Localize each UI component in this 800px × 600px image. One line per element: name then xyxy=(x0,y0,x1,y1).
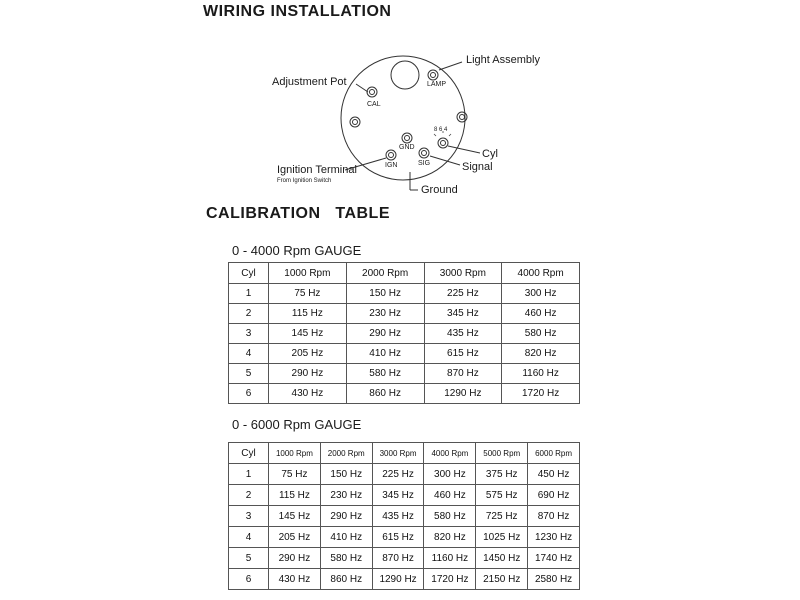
sig-terminal xyxy=(419,148,429,158)
table-cell: 5 xyxy=(229,364,269,384)
cal-label: CAL xyxy=(367,101,381,108)
gauge-4000-title: 0 - 4000 Rpm GAUGE xyxy=(232,243,362,258)
table-cell: 3 xyxy=(229,506,269,527)
header-cell: 6000 Rpm xyxy=(528,443,580,464)
table-cell: 870 Hz xyxy=(424,364,502,384)
table-row xyxy=(229,344,580,364)
light-assembly-leader xyxy=(439,62,462,70)
cal-terminal xyxy=(367,87,377,97)
gnd-terminal xyxy=(402,133,412,143)
table-row xyxy=(229,384,580,404)
table-row xyxy=(229,485,580,506)
table-cell: 580 Hz xyxy=(320,548,372,569)
table-cell: 435 Hz xyxy=(372,506,424,527)
table-cell: 410 Hz xyxy=(346,344,424,364)
table-cell: 1160 Hz xyxy=(424,548,476,569)
table-cell: 1720 Hz xyxy=(424,569,476,590)
table-cell: 75 Hz xyxy=(269,284,347,304)
table-cell: 820 Hz xyxy=(502,344,580,364)
table-cell: 1 xyxy=(229,464,269,485)
table-cell: 75 Hz xyxy=(269,464,321,485)
lamp-terminal xyxy=(428,70,438,80)
table-cell: 205 Hz xyxy=(269,344,347,364)
header-cell: 5000 Rpm xyxy=(476,443,528,464)
table-cell: 430 Hz xyxy=(269,569,321,590)
table-row xyxy=(229,569,580,590)
table-cell: 300 Hz xyxy=(502,284,580,304)
table-cell: 2580 Hz xyxy=(528,569,580,590)
calibration-table-4000 xyxy=(228,262,580,404)
lamp-socket-hole xyxy=(391,61,419,89)
table-cell: 225 Hz xyxy=(372,464,424,485)
mounting-stud-left xyxy=(350,117,360,127)
table-cell: 860 Hz xyxy=(320,569,372,590)
header-cell: Cyl xyxy=(229,263,269,284)
table-cell: 1450 Hz xyxy=(476,548,528,569)
table-row xyxy=(229,304,580,324)
table-cell: 580 Hz xyxy=(502,324,580,344)
table-cell: 4 xyxy=(229,344,269,364)
cyl-selector xyxy=(438,138,448,148)
table-cell: 345 Hz xyxy=(372,485,424,506)
table-header-row xyxy=(229,263,580,284)
table-row xyxy=(229,364,580,384)
table-cell: 460 Hz xyxy=(424,485,476,506)
table-cell: 230 Hz xyxy=(346,304,424,324)
table-cell: 870 Hz xyxy=(372,548,424,569)
wiring-diagram xyxy=(0,0,800,210)
table-cell: 430 Hz xyxy=(269,384,347,404)
cyl-label: Cyl xyxy=(482,148,498,160)
table-cell: 2 xyxy=(229,304,269,324)
header-cell: 4000 Rpm xyxy=(502,263,580,284)
table-cell: 450 Hz xyxy=(528,464,580,485)
calibration-table-6000 xyxy=(228,442,580,590)
ground-label: Ground xyxy=(421,184,458,196)
table-cell: 2 xyxy=(229,485,269,506)
gauge-6000-title: 0 - 6000 Rpm GAUGE xyxy=(232,417,362,432)
table-cell: 1290 Hz xyxy=(372,569,424,590)
table-cell: 725 Hz xyxy=(476,506,528,527)
cyl-leader xyxy=(448,146,480,153)
wiring-installation-title: WIRING INSTALLATION xyxy=(203,3,392,20)
mounting-stud-right xyxy=(457,112,467,122)
table-cell: 300 Hz xyxy=(424,464,476,485)
table-row xyxy=(229,527,580,548)
table-cell: 615 Hz xyxy=(372,527,424,548)
table-cell: 345 Hz xyxy=(424,304,502,324)
cyl-dial-marks: 8 6 4 xyxy=(434,127,448,133)
adjustment-pot-label: Adjustment Pot xyxy=(272,76,347,88)
table-cell: 1 xyxy=(229,284,269,304)
table-cell: 1230 Hz xyxy=(528,527,580,548)
table-cell: 290 Hz xyxy=(320,506,372,527)
table-cell: 115 Hz xyxy=(269,485,321,506)
table-cell: 150 Hz xyxy=(320,464,372,485)
header-cell: 1000 Rpm xyxy=(269,263,347,284)
table-row xyxy=(229,324,580,344)
header-cell: 3000 Rpm xyxy=(372,443,424,464)
gnd-label: GND xyxy=(399,144,415,151)
table-cell: 1720 Hz xyxy=(502,384,580,404)
table-cell: 615 Hz xyxy=(424,344,502,364)
table-cell: 1025 Hz xyxy=(476,527,528,548)
table-row xyxy=(229,548,580,569)
table-cell: 145 Hz xyxy=(269,324,347,344)
table-cell: 230 Hz xyxy=(320,485,372,506)
table-cell: 820 Hz xyxy=(424,527,476,548)
table-header-row xyxy=(229,443,580,464)
table-cell: 115 Hz xyxy=(269,304,347,324)
table-cell: 4 xyxy=(229,527,269,548)
adjustment-pot-leader xyxy=(356,84,368,92)
table-cell: 205 Hz xyxy=(269,527,321,548)
table-cell: 860 Hz xyxy=(346,384,424,404)
sig-label: SIG xyxy=(418,160,431,167)
table-cell: 575 Hz xyxy=(476,485,528,506)
table-cell: 580 Hz xyxy=(424,506,476,527)
table-cell: 375 Hz xyxy=(476,464,528,485)
ignition-terminal-label: Ignition Terminal xyxy=(277,164,357,176)
table-cell: 460 Hz xyxy=(502,304,580,324)
from-ignition-switch-label: From Ignition Switch xyxy=(277,178,332,184)
table-cell: 2150 Hz xyxy=(476,569,528,590)
table-cell: 150 Hz xyxy=(346,284,424,304)
table-cell: 290 Hz xyxy=(269,364,347,384)
table-row xyxy=(229,506,580,527)
header-cell: 3000 Rpm xyxy=(424,263,502,284)
table-row xyxy=(229,464,580,485)
lamp-label: LAMP xyxy=(427,81,447,88)
table-cell: 1740 Hz xyxy=(528,548,580,569)
table-cell: 6 xyxy=(229,569,269,590)
table-row xyxy=(229,284,580,304)
table-cell: 580 Hz xyxy=(346,364,424,384)
signal-label: Signal xyxy=(462,161,493,173)
table-cell: 410 Hz xyxy=(320,527,372,548)
ign-label: IGN xyxy=(385,162,398,169)
header-cell: 1000 Rpm xyxy=(269,443,321,464)
table-cell: 6 xyxy=(229,384,269,404)
header-cell: 4000 Rpm xyxy=(424,443,476,464)
light-assembly-label: Light Assembly xyxy=(466,54,540,66)
table-cell: 1290 Hz xyxy=(424,384,502,404)
header-cell: 2000 Rpm xyxy=(346,263,424,284)
table-cell: 5 xyxy=(229,548,269,569)
table-cell: 145 Hz xyxy=(269,506,321,527)
table-cell: 3 xyxy=(229,324,269,344)
ign-terminal xyxy=(386,150,396,160)
table-cell: 435 Hz xyxy=(424,324,502,344)
table-cell: 290 Hz xyxy=(269,548,321,569)
table-cell: 225 Hz xyxy=(424,284,502,304)
header-cell: 2000 Rpm xyxy=(320,443,372,464)
calibration-table-title: CALIBRATION TABLE xyxy=(206,205,390,222)
table-cell: 290 Hz xyxy=(346,324,424,344)
header-cell: Cyl xyxy=(229,443,269,464)
table-cell: 870 Hz xyxy=(528,506,580,527)
table-cell: 690 Hz xyxy=(528,485,580,506)
table-cell: 1160 Hz xyxy=(502,364,580,384)
